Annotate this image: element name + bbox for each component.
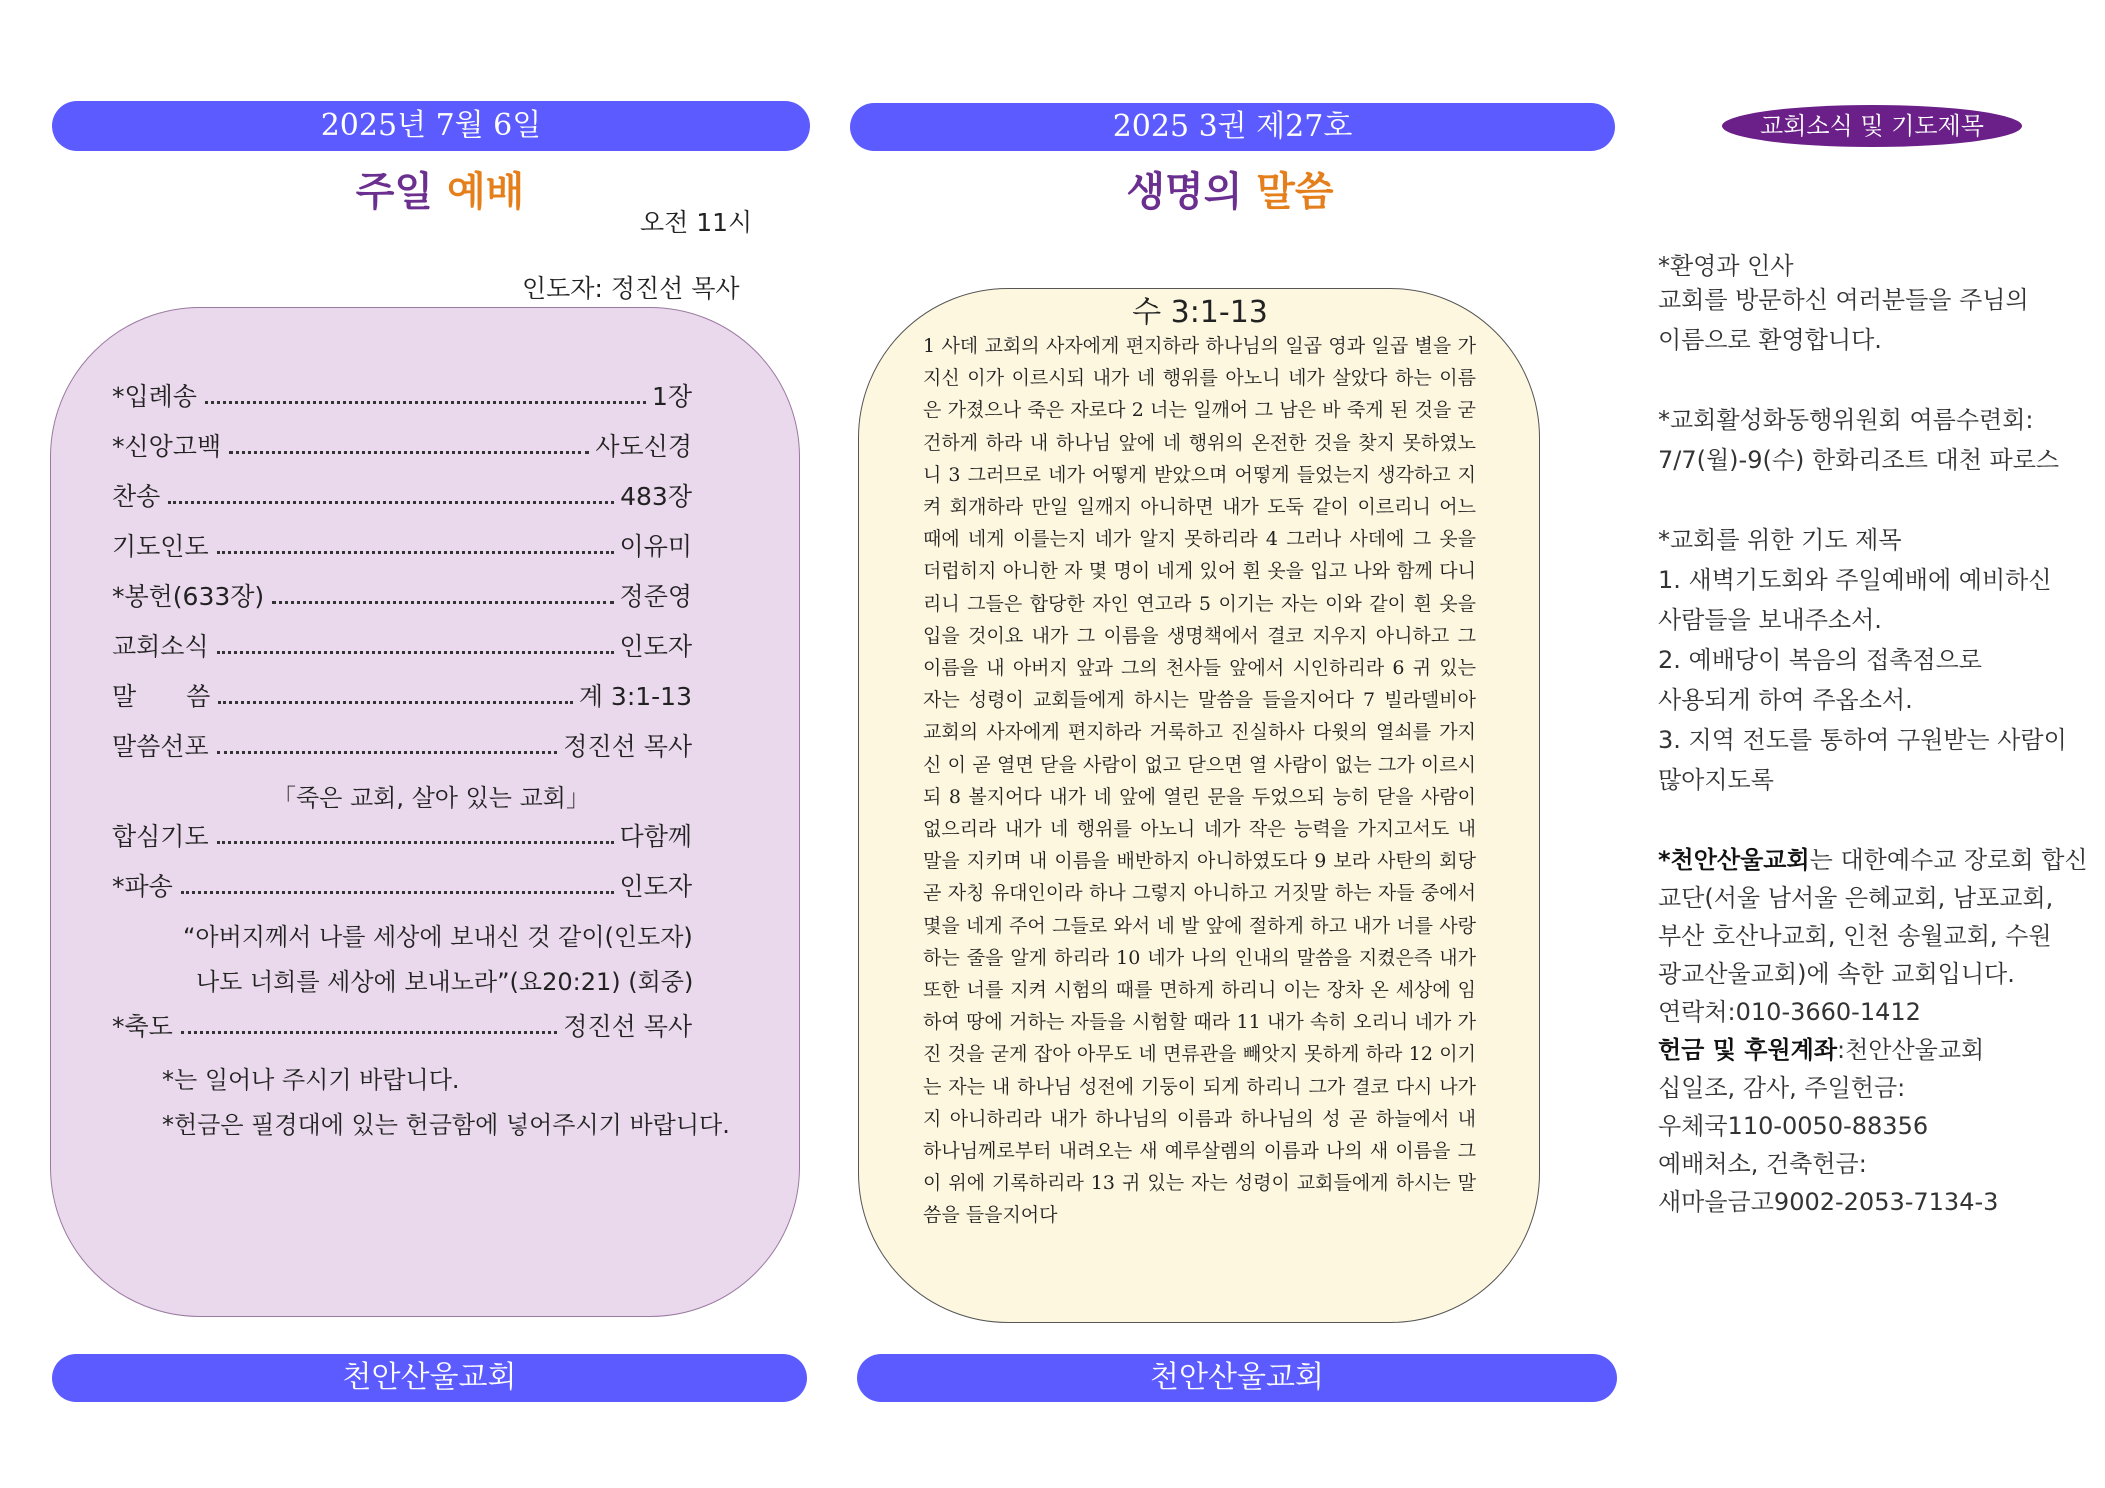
church-intro bbox=[1658, 840, 2088, 875]
order-row bbox=[112, 1003, 692, 1043]
news-line: *환영과 인사 bbox=[1658, 252, 1794, 280]
order-value: 사도신경 bbox=[595, 432, 692, 461]
sermon-title: 「죽은 교회, 살아 있는 교회」 bbox=[272, 784, 590, 812]
order-value: 다함께 bbox=[619, 822, 692, 851]
service-title-part2: 예배 bbox=[446, 169, 525, 215]
left-footer-banner bbox=[52, 1354, 807, 1402]
account-label: 헌금 및 후원계좌 bbox=[1658, 1036, 1837, 1064]
offering-note: *헌금은 필경대에 있는 헌금함에 넣어주시기 바랍니다. bbox=[162, 1111, 730, 1139]
news-line: 3. 지역 전도를 통하여 구원받는 사람이 bbox=[1658, 726, 2067, 754]
order-label: 말씀선포 bbox=[112, 732, 209, 761]
order-value: 정준영 bbox=[619, 582, 692, 611]
order-row bbox=[112, 863, 692, 903]
account-heading bbox=[1658, 1030, 1984, 1065]
order-value: 이유미 bbox=[619, 532, 692, 561]
order-row bbox=[112, 573, 692, 613]
church-intro-desc: 는 대한예수교 장로회 합신 bbox=[1809, 846, 2088, 874]
issue-number: 2025 3권 제27호 bbox=[1112, 109, 1353, 144]
order-label: *봉헌(633장) bbox=[112, 582, 265, 611]
news-line: 이름으로 환영합니다. bbox=[1658, 326, 1882, 354]
news-line: 많아지도록 bbox=[1658, 766, 1774, 794]
order-label: *파송 bbox=[112, 872, 173, 901]
order-value: 483장 bbox=[620, 482, 692, 511]
order-row bbox=[112, 723, 692, 763]
church-intro-name: *천안산울교회 bbox=[1658, 846, 1810, 874]
word-title-part2: 말씀 bbox=[1256, 169, 1334, 215]
word-title-part1: 생명의 bbox=[1126, 169, 1243, 215]
sending-line-2: 나도 너희를 세상에 보내노라”(요20:21) (회중) bbox=[196, 968, 694, 996]
news-line: *교회를 위한 기도 제목 bbox=[1658, 526, 1902, 554]
account-value: :천안산울교회 bbox=[1837, 1036, 1985, 1064]
order-label: *입례송 bbox=[112, 382, 197, 411]
scripture-reference: 수 3:1-13 bbox=[1132, 295, 1268, 330]
church-intro-line: 부산 호산나교회, 인천 송월교회, 수원 bbox=[1658, 922, 2052, 950]
news-line: 사람들을 보내주소서. bbox=[1658, 606, 1882, 634]
news-line: 1. 새벽기도회와 주일예배에 예비하신 bbox=[1658, 566, 2052, 594]
sending-line-1: “아버지께서 나를 세상에 보내신 것 같이(인도자) bbox=[183, 923, 693, 951]
service-title bbox=[240, 160, 640, 217]
date-banner bbox=[52, 101, 810, 151]
service-time: 오전 11시 bbox=[640, 208, 753, 237]
news-line: 2. 예배당이 복음의 접촉점으로 bbox=[1658, 646, 1982, 674]
church-name-footer: 천안산울교회 bbox=[1150, 1360, 1324, 1395]
church-name-footer: 천안산울교회 bbox=[342, 1360, 517, 1395]
order-label: *신앙고백 bbox=[112, 432, 222, 461]
middle-footer-banner bbox=[857, 1354, 1617, 1402]
church-intro-line: 광교산울교회)에 속한 교회입니다. bbox=[1658, 960, 2015, 988]
order-label: 기도인도 bbox=[112, 532, 209, 561]
order-row bbox=[112, 423, 692, 463]
standing-note: *는 일어나 주시기 바랍니다. bbox=[162, 1066, 460, 1094]
order-value: 정진선 목사 bbox=[563, 1012, 692, 1041]
order-value: 1장 bbox=[651, 382, 692, 411]
order-row bbox=[112, 813, 692, 853]
word-title bbox=[1030, 160, 1430, 217]
order-value: 인도자 bbox=[619, 632, 692, 661]
order-label: 찬송 bbox=[112, 482, 161, 511]
issue-banner bbox=[850, 103, 1615, 151]
order-row bbox=[112, 623, 692, 663]
news-badge: 교회소식 및 기도제목 bbox=[1722, 105, 2022, 147]
order-row bbox=[112, 523, 692, 563]
service-date: 2025년 7월 6일 bbox=[320, 108, 542, 143]
news-line: *교회활성화동행위원회 여름수련회: bbox=[1658, 406, 2034, 434]
building-label: 예배처소, 건축헌금: bbox=[1658, 1150, 1867, 1178]
news-line: 교회를 방문하신 여러분들을 주님의 bbox=[1658, 286, 2029, 314]
order-row bbox=[112, 373, 692, 413]
scripture-text: 1 사데 교회의 사자에게 편지하라 하나님의 일곱 영과 일곱 별을 가지신 이가 이르시되 내가 네 행위를 아노니 네가 살았다 하는 이름은 가졌으나 죽은 자로다 2 너는 일깨어 그 남은 바 죽게 된 것을 굳건하게 하라 내 하나님 앞에 네 행위의 온전한 것을 찾지 못하였노니 3 그러므로 네가 어떻게 받았으며 어떻게 들었는지 생각하고 지켜 회개하라 만일 일깨지 아니하면 내가 도둑 같이 이르리니 어느 때에 네게 이를는지 네가 알지 못하리라 4 그러나 사데에 그 옷을 더럽히지 아니한 자 몇 명이 네게 있어 흰 옷을 입고 나와 함께 다니리니 그들은 합당한 자인 연고라 5 이기는 자는 이와 같이 흰 옷을 입을 것이요 내가 그 이름을 생명책에서 결코 지우지 아니하고 그 이름을 내 아버지 앞과 그의 천사들 앞에서 시인하리라 6 귀 있는 자는 성령이 교회들에게 하시는 말씀을 들을지어다 7 빌라델비아 교회의 사자에게 편지하라 거룩하고 진실하사 다윗의 열쇠를 가지신 이 곧 열면 닫을 사람이 없고 닫으면 열 사람이 없는 그가 이르시되 8 볼지어다 내가 네 앞에 열린 문을 두었으되 능히 닫을 사람이 없으리라 내가 네 행위를 아노니 네가 작은 능력을 가지고서도 내 말을 지키며 내 이름을 배반하지 아니하였도다 9 보라 사탄의 회당 곧 자칭 유대인이라 하나 그렇지 아니하고 거짓말 하는 자들 중에서 몇을 네게 주어 그들로 와서 네 발 앞에 절하게 하고 내가 너를 사랑하는 줄을 알게 하리라 10 네가 나의 인내의 말씀을 지켰은즉 내가 또한 너를 지켜 시험의 때를 면하게 하리니 이는 장차 온 세상에 임하여 땅에 거하는 자들을 시험할 때라 11 내가 속히 오리니 네가 가진 것을 굳게 잡아 아무도 네 면류관을 빼앗지 못하게 하라 12 이기는 자는 내 하나님 성전에 기둥이 되게 하리니 그가 결코 다시 나가지 아니하리라 내가 하나님의 이름과 하나님의 성 곧 하늘에서 내 하나님께로부터 내려오는 새 예루살렘의 이름과 나의 새 이름을 그이 위에 기록하리라 13 귀 있는 자는 성령이 교회들에게 하시는 말씀을 들을지어다 bbox=[923, 335, 1476, 1227]
order-value: 계 3:1-13 bbox=[578, 682, 692, 711]
order-row bbox=[112, 673, 692, 713]
contact-number: 연락처:010-3660-1412 bbox=[1658, 998, 1921, 1026]
service-leader: 인도자: 정진선 목사 bbox=[522, 274, 740, 303]
tithe-label: 십일조, 감사, 주일헌금: bbox=[1658, 1074, 1906, 1102]
order-value: 정진선 목사 bbox=[563, 732, 692, 761]
service-title-part1: 주일 bbox=[355, 169, 434, 215]
order-label: 합심기도 bbox=[112, 822, 209, 851]
order-label: 말 씀 bbox=[112, 682, 211, 711]
order-row bbox=[112, 473, 692, 513]
church-intro-line: 교단(서울 남서울 은혜교회, 남포교회, bbox=[1658, 884, 2054, 912]
building-account: 새마을금고9002-2053-7134-3 bbox=[1658, 1188, 1999, 1216]
order-label: *축도 bbox=[112, 1012, 173, 1041]
news-line: 사용되게 하여 주옵소서. bbox=[1658, 686, 1913, 714]
news-line: 7/7(월)-9(수) 한화리조트 대천 파로스 bbox=[1658, 446, 2060, 474]
order-label: 교회소식 bbox=[112, 632, 209, 661]
tithe-account: 우체국110-0050-88356 bbox=[1658, 1112, 1929, 1140]
order-value: 인도자 bbox=[619, 872, 692, 901]
